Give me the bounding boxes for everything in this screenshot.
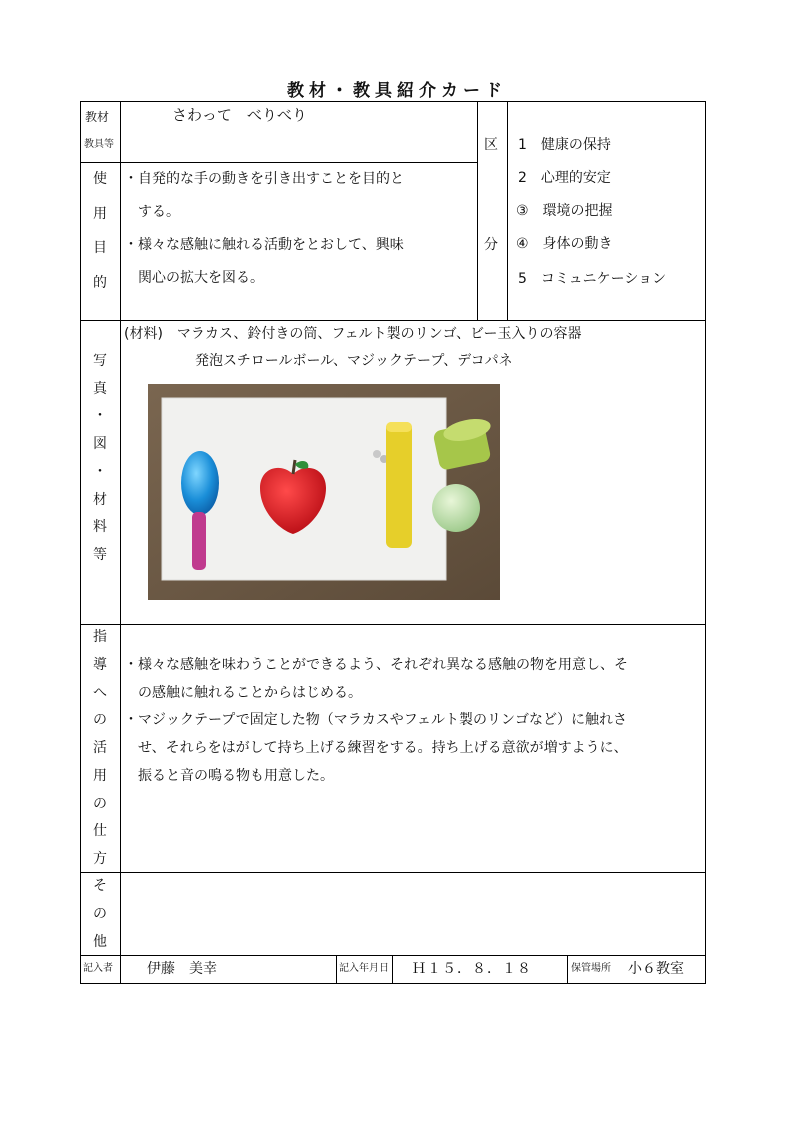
materials-line1: (材料) マラカス、鈴付きの筒、フェルト製のリンゴ、ビー玉入りの容器 — [124, 326, 582, 342]
storage-value: 小６教室 — [628, 961, 684, 977]
category-item: 5 コミュニケーション — [518, 271, 667, 287]
purpose-label: 使 用 目 的 — [93, 171, 107, 291]
category-label-bottom: 分 — [484, 237, 498, 253]
card-title: 教材・教具紹介カード — [287, 81, 507, 101]
storage-label: 保管場所 — [571, 963, 611, 974]
materials-line2: 発泡スチロールボール、マジックテープ、デコパネ — [195, 353, 513, 369]
usage-label: 指 導 へ の 活 用 の 仕 方 — [93, 629, 107, 867]
styrofoam-ball-icon — [432, 484, 480, 532]
category-item: 2 心理的安定 — [518, 170, 611, 186]
material-label: 教材 — [85, 110, 110, 124]
photo-label: 写 真 ・ 図 ・ 材 料 等 — [93, 353, 107, 563]
material-label-sub: 教具等 — [84, 139, 114, 150]
materials-photo — [148, 384, 500, 600]
date-value: Ｈ１５．８．１８ — [412, 961, 532, 977]
materials-photo-svg — [148, 384, 500, 600]
author-name: 伊藤 美幸 — [147, 961, 217, 977]
category-item: ③ 環境の把握 — [516, 203, 613, 219]
category-label-top: 区 — [484, 137, 498, 153]
maraca-handle — [192, 512, 206, 570]
category-item: 1 健康の保持 — [518, 137, 611, 153]
bell-tube-icon — [386, 422, 412, 548]
author-label: 記入者 — [83, 963, 113, 974]
date-label: 記入年月日 — [339, 963, 389, 974]
maraca-icon — [181, 451, 219, 515]
material-name: さわって べりべり — [172, 106, 307, 124]
other-label: そ の 他 — [93, 878, 107, 950]
category-item: ④ 身体の動き — [516, 236, 613, 252]
